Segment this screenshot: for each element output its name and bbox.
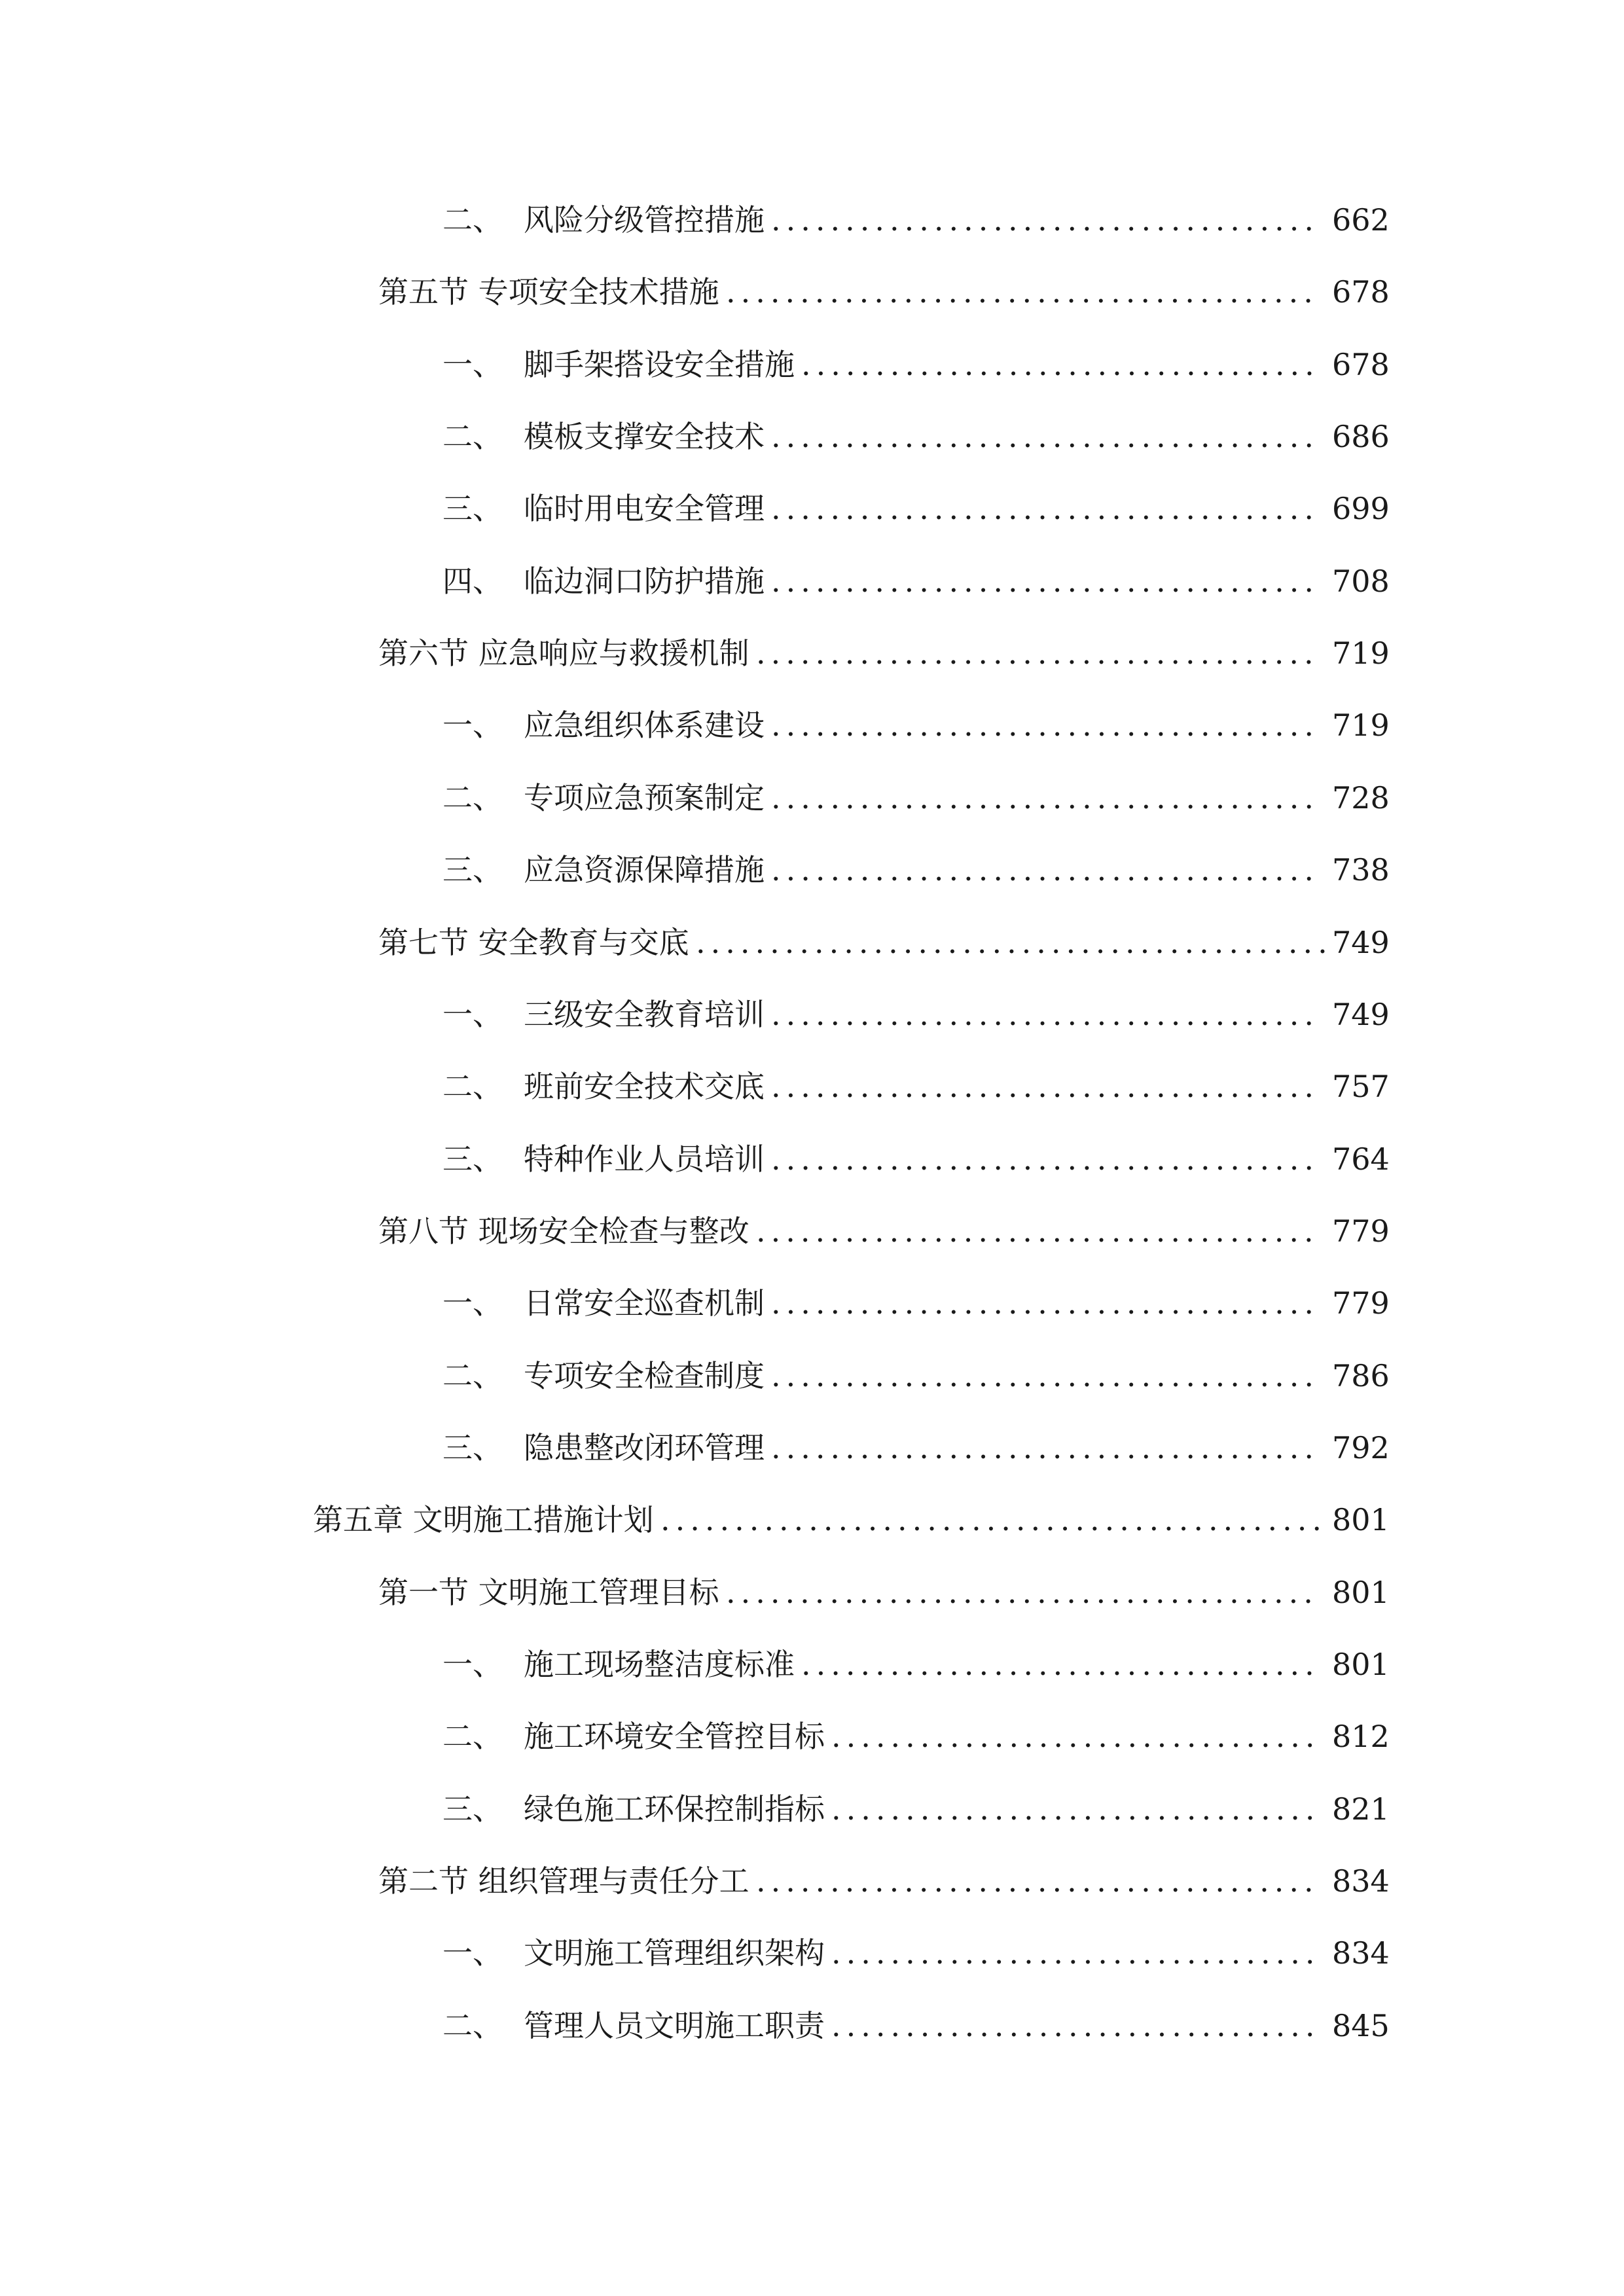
toc-entry-title: 专项应急预案制定 [524,780,765,816]
toc-entry-page-number: 821 [1332,1791,1390,1827]
toc-entry-title: 专项安全检查制度 [524,1358,765,1393]
toc-entry-page-number: 834 [1332,1863,1390,1899]
toc-entry-title: 第二节 组织管理与责任分工 [378,1863,749,1899]
toc-dot-leader: ..................................... [771,997,1320,1032]
toc-entry-title: 管理人员文明施工职责 [524,2008,825,2043]
toc-dot-leader: ................................. [831,1791,1320,1827]
toc-entry[interactable] [0,988,1624,1041]
toc-entry-page-number: 719 [1332,708,1390,743]
toc-entry[interactable] [0,1710,1624,1763]
toc-entry-title: 日常安全巡查机制 [524,1285,765,1321]
toc-entry[interactable] [0,1566,1624,1619]
toc-dot-leader: ...................................... [756,1213,1319,1249]
toc-entry-number: 二、 [442,1358,503,1393]
toc-entry-page-number: 779 [1332,1285,1390,1321]
toc-entry[interactable] [0,1277,1624,1329]
toc-dot-leader: ..................................... [771,852,1320,888]
toc-entry-title: 施工环境安全管控目标 [524,1719,825,1754]
toc-entry-number: 一、 [442,1935,503,1971]
toc-entry-page-number: 801 [1332,1647,1390,1682]
toc-entry[interactable] [0,1422,1624,1474]
toc-dot-leader: ................................... [801,347,1320,382]
toc-dot-leader: ..................................... [771,708,1320,743]
toc-dot-leader: ..................................... [771,1069,1320,1104]
toc-entry-page-number: 678 [1332,274,1390,310]
toc-dot-leader: ..................................... [771,1430,1320,1465]
toc-entry-page-number: 686 [1332,419,1390,454]
toc-entry-title: 文明施工管理组织架构 [524,1935,825,1971]
toc-dot-leader: ..................................... [771,780,1320,816]
toc-entry[interactable] [0,1494,1624,1546]
toc-entry-title: 应急资源保障措施 [524,852,765,888]
toc-dot-leader: ........................................... [696,925,1333,960]
toc-entry-page-number: 699 [1332,491,1390,526]
toc-dot-leader: ................................... [801,1647,1320,1682]
toc-entry-page-number: 779 [1332,1213,1390,1249]
toc-entry-page-number: 749 [1332,997,1390,1032]
toc-dot-leader: ................................. [831,2008,1320,2043]
toc-entry-title: 应急组织体系建设 [524,708,765,743]
toc-entry-number: 三、 [442,1141,503,1177]
toc-entry-page-number: 749 [1332,925,1390,960]
toc-entry-number: 四、 [442,564,503,599]
toc-entry[interactable] [0,916,1624,969]
toc-entry-number: 一、 [442,1647,503,1682]
toc-dot-leader: ..................................... [771,1358,1320,1393]
toc-entry-number: 二、 [442,419,503,454]
toc-entry[interactable] [0,2000,1624,2052]
toc-entry-number: 一、 [442,708,503,743]
toc-entry-number: 三、 [442,852,503,888]
toc-entry-title: 临边洞口防护措施 [524,564,765,599]
toc-entry-number: 二、 [442,202,503,238]
toc-entry[interactable] [0,1783,1624,1835]
toc-dot-leader: ................................. [831,1719,1320,1754]
toc-entry-page-number: 812 [1332,1719,1390,1754]
toc-entry-title: 第七节 安全教育与交底 [378,925,689,960]
toc-entry[interactable] [0,1350,1624,1402]
toc-entry-title: 第八节 现场安全检查与整改 [378,1213,749,1249]
toc-entry[interactable] [0,482,1624,535]
toc-entry-page-number: 845 [1332,2008,1390,2043]
toc-entry[interactable] [0,1133,1624,1185]
toc-entry-title: 模板支撑安全技术 [524,419,765,454]
toc-entry-page-number: 662 [1332,202,1390,238]
toc-entry[interactable] [0,1927,1624,1979]
toc-entry-page-number: 786 [1332,1358,1390,1393]
toc-entry[interactable] [0,194,1624,246]
toc-entry-title: 第五节 专项安全技术措施 [378,274,719,310]
toc-entry-number: 三、 [442,1791,503,1827]
toc-entry-title: 施工现场整洁度标准 [524,1647,795,1682]
toc-entry-title: 脚手架搭设安全措施 [524,347,795,382]
toc-entry-number: 二、 [442,2008,503,2043]
toc-entry[interactable] [0,1060,1624,1113]
toc-entry-title: 绿色施工环保控制指标 [524,1791,825,1827]
toc-entry[interactable] [0,1638,1624,1691]
toc-entry-number: 一、 [442,997,503,1032]
toc-dot-leader: ................................. [831,1935,1320,1971]
toc-dot-leader: ...................................... [756,636,1319,671]
toc-entry-title: 临时用电安全管理 [524,491,765,526]
toc-dot-leader: ..................................... [771,202,1320,238]
toc-entry-number: 二、 [442,1719,503,1754]
toc-dot-leader: ..................................... [771,564,1320,599]
toc-entry[interactable] [0,844,1624,896]
toc-entry-title: 三级安全教育培训 [524,997,765,1032]
toc-entry-page-number: 792 [1332,1430,1390,1465]
toc-dot-leader: ..................................... [771,419,1320,454]
toc-entry-page-number: 678 [1332,347,1390,382]
toc-entry[interactable] [0,555,1624,607]
toc-entry-page-number: 719 [1332,636,1390,671]
toc-entry[interactable] [0,772,1624,824]
toc-entry[interactable] [0,1855,1624,1907]
toc-entry-page-number: 708 [1332,564,1390,599]
toc-entry-number: 二、 [442,780,503,816]
toc-entry[interactable] [0,627,1624,679]
toc-dot-leader: ........................................ [726,1575,1318,1610]
toc-entry-page-number: 757 [1332,1069,1390,1104]
toc-dot-leader: ..................................... [771,1285,1320,1321]
toc-entry-page-number: 801 [1332,1502,1390,1537]
toc-entry[interactable] [0,266,1624,318]
toc-entry-title: 第六节 应急响应与救援机制 [378,636,749,671]
toc-entry-number: 三、 [442,491,503,526]
toc-dot-leader: ..................................... [771,1141,1320,1177]
toc-entry-title: 风险分级管控措施 [524,202,765,238]
toc-entry-number: 一、 [442,347,503,382]
toc-entry-page-number: 834 [1332,1935,1390,1971]
toc-entry[interactable] [0,699,1624,751]
toc-entry-number: 一、 [442,1285,503,1321]
toc-entry-title: 隐患整改闭环管理 [524,1430,765,1465]
toc-entry-page-number: 738 [1332,852,1390,888]
toc-entry-title: 班前安全技术交底 [524,1069,765,1104]
toc-entry-title: 第一节 文明施工管理目标 [378,1575,719,1610]
toc-entry-number: 三、 [442,1430,503,1465]
toc-entry-page-number: 801 [1332,1575,1390,1610]
toc-dot-leader: ..................................... [771,491,1320,526]
toc-entry-title: 特种作业人员培训 [524,1141,765,1177]
toc-dot-leader: ........................................ [726,274,1318,310]
toc-entry-page-number: 764 [1332,1141,1390,1177]
toc-entry-page-number: 728 [1332,780,1390,816]
toc-dot-leader: ...................................... [756,1863,1319,1899]
toc-entry[interactable] [0,410,1624,463]
toc-entry-number: 二、 [442,1069,503,1104]
toc-entry[interactable] [0,1205,1624,1257]
toc-entry[interactable] [0,338,1624,391]
toc-entry-title: 第五章 文明施工措施计划 [313,1502,654,1537]
toc-dot-leader: ............................................. [660,1502,1327,1537]
